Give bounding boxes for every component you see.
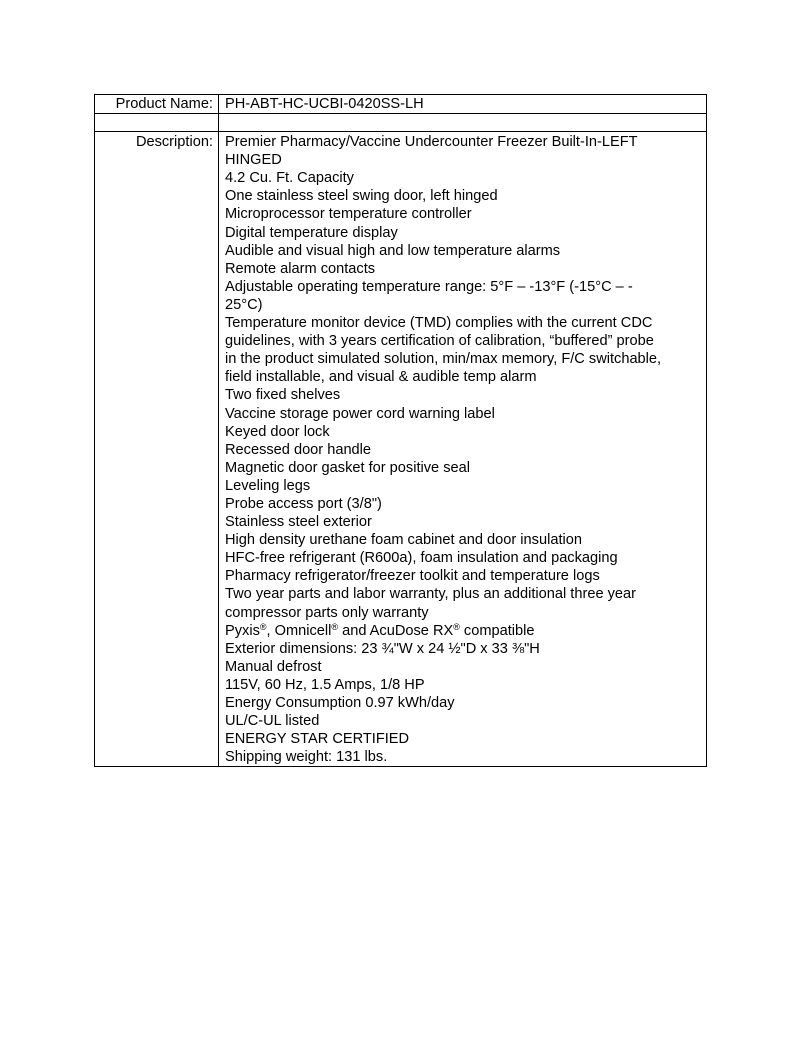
product-name-value: PH-ABT-HC-UCBI-0420SS-LH: [219, 95, 707, 114]
spacer-cell-left: [95, 114, 219, 132]
desc-capacity: 4.2 Cu. Ft. Capacity: [225, 170, 354, 187]
desc-shipping: Shipping weight: 131 lbs.: [225, 749, 388, 766]
description-label: Description:: [95, 132, 219, 767]
desc-refrigerant: HFC-free refrigerant (R600a), foam insulation and packaging: [225, 550, 618, 567]
desc-warranty-line1: Two year parts and labor warranty, plus an additional three year: [225, 586, 637, 603]
desc-electrical: 115V, 60 Hz, 1.5 Amps, 1/8 HP: [225, 676, 425, 693]
spacer-cell-right: [219, 114, 707, 132]
desc-handle: Recessed door handle: [225, 441, 372, 458]
desc-alarms: Audible and visual high and low temperature alarms: [225, 242, 561, 259]
desc-controller: Microprocessor temperature controller: [225, 206, 472, 223]
desc-display: Digital temperature display: [225, 224, 398, 241]
desc-tmd-line2: guidelines, with 3 years certification of calibration, “buffered” probe: [225, 333, 654, 350]
product-spec-table: [94, 94, 707, 767]
desc-tmd-line4: field installable, and visual & audible temp alarm: [225, 369, 537, 386]
reg-mark-1: ®: [259, 621, 267, 632]
desc-ul: UL/C-UL listed: [225, 713, 320, 730]
compat-pyxis: Pyxis: [225, 622, 260, 639]
compat-suffix: compatible: [459, 622, 535, 639]
description-value: [219, 132, 707, 767]
desc-remote-alarm: Remote alarm contacts: [225, 260, 376, 277]
desc-cord-label: Vaccine storage power cord warning label: [225, 405, 495, 422]
desc-tmd-line1: Temperature monitor device (TMD) complies with the current CDC: [225, 315, 653, 332]
desc-shelves: Two fixed shelves: [225, 387, 341, 404]
desc-toolkit: Pharmacy refrigerator/freezer toolkit and temperature logs: [225, 568, 600, 585]
desc-title-line2: HINGED: [225, 152, 282, 169]
desc-dimensions: Exterior dimensions: 23 ¾"W x 24 ½"D x 33 ⅜"H: [225, 640, 540, 657]
desc-compatibility: [225, 622, 700, 640]
reg-mark-3: ®: [453, 621, 460, 632]
reg-mark-2: ®: [331, 621, 339, 632]
desc-gasket: Magnetic door gasket for positive seal: [225, 459, 470, 476]
desc-tmd-line3: in the product simulated solution, min/max memory, F/C switchable,: [225, 351, 662, 368]
product-name-row: [95, 95, 707, 114]
compat-omnicell: , Omnicell: [266, 622, 332, 639]
desc-exterior: Stainless steel exterior: [225, 514, 372, 531]
desc-energy: Energy Consumption 0.97 kWh/day: [225, 695, 455, 711]
compat-acudose: and AcuDose RX: [338, 622, 454, 639]
desc-probe-port: Probe access port (3/8"): [225, 495, 382, 512]
spacer-row: [95, 114, 707, 132]
product-name-label: Product Name:: [95, 95, 219, 114]
desc-insulation: High density urethane foam cabinet and door insulation: [225, 532, 582, 549]
desc-door: One stainless steel swing door, left hinged: [225, 188, 498, 205]
description-row: [95, 132, 707, 767]
desc-title-line1: Premier Pharmacy/Vaccine Undercounter Freezer Built-In-LEFT: [225, 134, 638, 151]
desc-warranty-line2: compressor parts only warranty: [225, 604, 429, 621]
desc-energy-star: ENERGY STAR CERTIFIED: [225, 731, 410, 748]
desc-defrost: Manual defrost: [225, 658, 322, 675]
desc-temp-range-line1: Adjustable operating temperature range: 5°F – -13°F (-15°C – -: [225, 278, 633, 295]
desc-legs: Leveling legs: [225, 477, 311, 494]
desc-temp-range-line2: 25°C): [225, 296, 263, 313]
desc-lock: Keyed door lock: [225, 423, 330, 440]
